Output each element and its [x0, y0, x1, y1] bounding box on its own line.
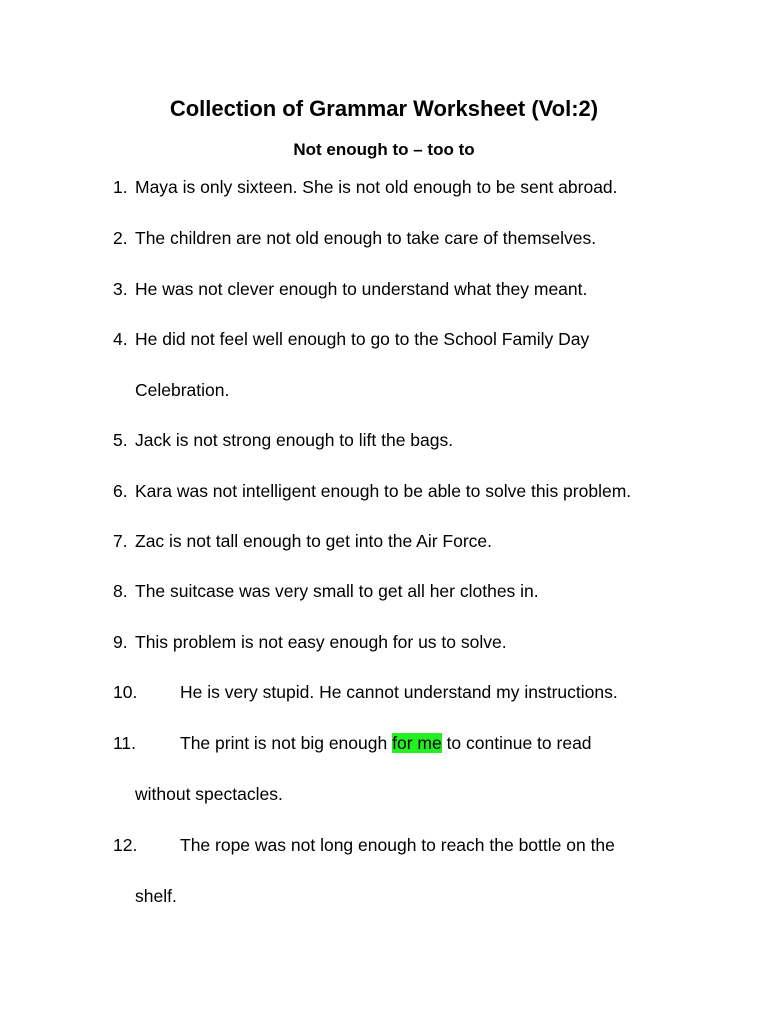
item-text: The rope was not long enough to reach the bottle on the [180, 835, 615, 855]
item-text-continuation: shelf. [135, 886, 177, 906]
highlighted-text: for me [392, 733, 442, 753]
item-number: 12. [113, 835, 138, 855]
item-text: Maya is only sixteen. She is not old enough to be sent abroad. [135, 177, 618, 197]
item-number: 6. [113, 481, 128, 501]
item-text-before: The print is not big enough [180, 733, 393, 753]
item-text: Zac is not tall enough to get into the Air Force. [135, 531, 493, 551]
worksheet-subtitle: Not enough to – too to [293, 140, 475, 159]
item-number: 11. [113, 733, 137, 753]
item-number: 5. [113, 430, 128, 450]
item-text-after: to continue to read [441, 733, 592, 753]
worksheet-title: Collection of Grammar Worksheet (Vol:2) [169, 96, 599, 121]
item-text: He was not clever enough to understand what they meant. [135, 279, 588, 299]
item-text: He is very stupid. He cannot understand my instructions. [180, 682, 618, 702]
item-number: 10. [113, 682, 138, 702]
item-text [180, 731, 592, 755]
item-text: Jack is not strong enough to lift the bags. [135, 430, 454, 450]
item-number: 7. [113, 531, 128, 551]
item-text: He did not feel well enough to go to the School Family Day [135, 329, 590, 349]
item-number: 2. [113, 228, 128, 248]
item-number: 4. [113, 329, 128, 349]
item-text: The children are not old enough to take care of themselves. [135, 228, 597, 248]
item-text: This problem is not easy enough for us to solve. [135, 632, 507, 652]
item-text-continuation: Celebration. [135, 380, 230, 400]
item-text: Kara was not intelligent enough to be able to solve this problem. [135, 481, 632, 501]
item-number: 8. [113, 581, 128, 601]
item-number: 3. [113, 279, 128, 299]
item-number: 9. [113, 632, 128, 652]
item-text-continuation: without spectacles. [135, 784, 283, 804]
item-number: 1. [113, 177, 128, 197]
item-text: The suitcase was very small to get all her clothes in. [135, 581, 539, 601]
